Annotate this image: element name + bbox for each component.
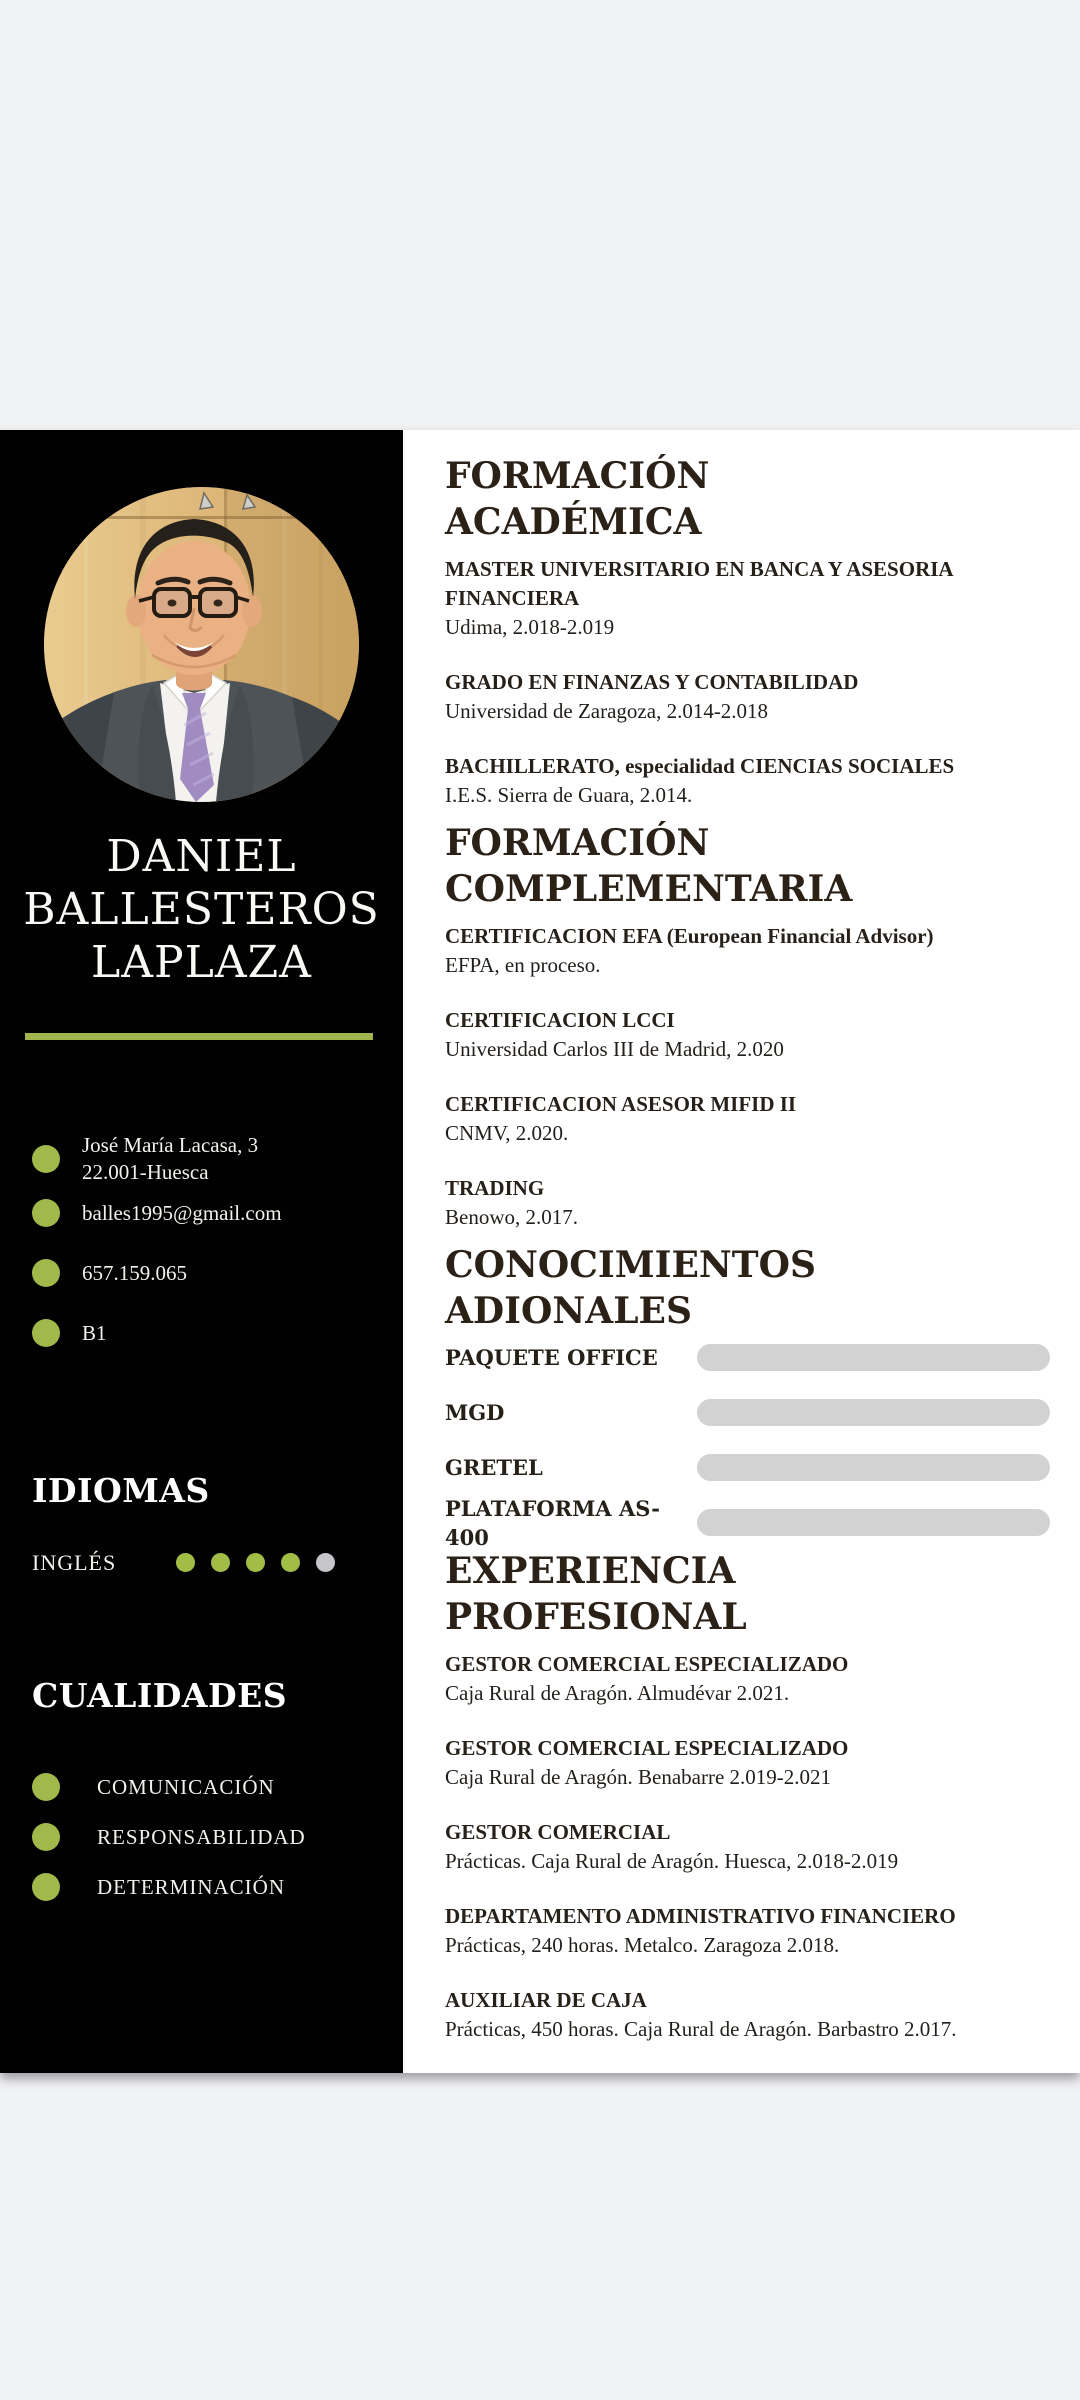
quality-row <box>32 1873 403 1901</box>
contact-phone: 657.159.065 <box>82 1260 187 1285</box>
bullet-icon <box>32 1773 60 1801</box>
skill-row <box>445 1399 1050 1426</box>
sidebar <box>0 430 403 2073</box>
skill-bar-track <box>697 1399 1050 1426</box>
entry-detail: Caja Rural de Aragón. Benabarre 2.019-2.021 <box>445 1765 832 1789</box>
language-dots <box>176 1553 335 1572</box>
skill-label: PAQUETE OFFICE <box>445 1345 658 1370</box>
entry-detail: Universidad de Zaragoza, 2.014-2.018 <box>445 699 769 723</box>
entry <box>445 922 1050 980</box>
section-formacion-academica <box>445 453 1050 810</box>
entry-detail: EFPA, en proceso. <box>445 953 601 977</box>
main-content <box>403 430 1080 2073</box>
skill-row <box>445 1344 1050 1371</box>
accent-divider <box>25 1033 373 1040</box>
entry <box>445 1006 1050 1064</box>
entry-detail: Caja Rural de Aragón. Almudévar 2.021. <box>445 1681 790 1705</box>
entry-title: CERTIFICACION ASESOR MIFID II <box>445 1092 797 1116</box>
bullet-icon <box>32 1199 60 1227</box>
language-row <box>32 1549 403 1576</box>
section-formacion-complementaria <box>445 820 1050 1232</box>
entry-title: CERTIFICACION EFA (European Financial Advisor) <box>445 924 934 948</box>
contact-address: José María Lacasa, 3 22.001-Huesca <box>82 1133 259 1184</box>
entry-detail: Udima, 2.018-2.019 <box>445 615 615 639</box>
entry-title: GESTOR COMERCIAL ESPECIALIZADO <box>445 1652 849 1676</box>
person-name-line: LAPLAZA <box>91 937 312 988</box>
entry <box>445 1650 1050 1708</box>
entry-title: MASTER UNIVERSITARIO EN BANCA Y ASESORIA FINANCIERA <box>445 557 953 610</box>
skill-row <box>445 1454 1050 1481</box>
section-heading: FORMACIÓN COMPLEMENTARIA <box>445 822 853 910</box>
sidebar-heading-cualidades: CUALIDADES <box>32 1676 288 1715</box>
skill-bar-track <box>697 1344 1050 1371</box>
section-experiencia-profesional <box>445 1548 1050 2044</box>
entry <box>445 1174 1050 1232</box>
entry <box>445 1734 1050 1792</box>
entry-detail: Benowo, 2.017. <box>445 1205 578 1229</box>
quality-label: COMUNICACIÓN <box>97 1774 275 1799</box>
quality-row <box>32 1823 403 1851</box>
skill-label: MGD <box>445 1400 505 1425</box>
entry-title: BACHILLERATO, especialidad CIENCIAS SOCIALES <box>445 754 955 778</box>
contact-list <box>32 1132 403 1347</box>
bullet-icon <box>32 1873 60 1901</box>
wood-seam-horizontal <box>44 516 359 519</box>
entry-detail: Universidad Carlos III de Madrid, 2.020 <box>445 1037 784 1061</box>
entry-title: GESTOR COMERCIAL ESPECIALIZADO <box>445 1736 849 1760</box>
bullet-icon <box>32 1319 60 1347</box>
entry <box>445 668 1050 726</box>
entry <box>445 752 1050 810</box>
skill-bar-track <box>697 1454 1050 1481</box>
section-conocimientos-adionales <box>445 1242 1050 1550</box>
entry-title: AUXILIAR DE CAJA <box>445 1988 647 2012</box>
bullet-icon <box>32 1259 60 1287</box>
section-heading: EXPERIENCIA PROFESIONAL <box>445 1550 747 1638</box>
quality-label: RESPONSABILIDAD <box>97 1824 306 1849</box>
quality-list <box>32 1773 403 1901</box>
entry-detail: Prácticas, 240 horas. Metalco. Zaragoza 2.018. <box>445 1933 840 1957</box>
bullet-icon <box>32 1145 60 1173</box>
entry-title: GRADO EN FINANZAS Y CONTABILIDAD <box>445 670 859 694</box>
level-dot <box>211 1553 230 1572</box>
entry <box>445 1986 1050 2044</box>
entry-detail: I.E.S. Sierra de Guara, 2.014. <box>445 783 693 807</box>
level-dot <box>246 1553 265 1572</box>
skill-bar-track <box>697 1509 1050 1536</box>
entry-title: CERTIFICACION LCCI <box>445 1008 675 1032</box>
entry <box>445 555 1050 642</box>
contact-row-email <box>32 1199 403 1227</box>
sidebar-heading-idiomas: IDIOMAS <box>32 1471 210 1510</box>
entry <box>445 1818 1050 1876</box>
entry-detail: CNMV, 2.020. <box>445 1121 569 1145</box>
skill-label: PLATAFORMA AS-400 <box>445 1495 660 1550</box>
skill-row <box>445 1495 1050 1550</box>
entry-detail: Prácticas, 450 horas. Caja Rural de Aragón. Barbastro 2.017. <box>445 2017 957 2041</box>
profile-photo-illustration <box>44 487 359 802</box>
person-name-line: DANIEL <box>106 831 297 882</box>
level-dot <box>316 1553 335 1572</box>
entry-detail: Prácticas. Caja Rural de Aragón. Huesca, 2.018-2.019 <box>445 1849 899 1873</box>
section-heading: CONOCIMIENTOS ADIONALES <box>445 1244 816 1332</box>
level-dot <box>281 1553 300 1572</box>
profile-photo <box>44 487 359 802</box>
contact-row-language-level <box>32 1319 403 1347</box>
bullet-icon <box>32 1823 60 1851</box>
entry <box>445 1090 1050 1148</box>
entry-title: GESTOR COMERCIAL <box>445 1820 671 1844</box>
contact-row-phone <box>32 1259 403 1287</box>
level-dot <box>176 1553 195 1572</box>
language-label: INGLÉS <box>32 1549 117 1575</box>
entry-title: TRADING <box>445 1176 545 1200</box>
contact-language-level: B1 <box>82 1320 107 1345</box>
cv-page <box>0 430 1080 2073</box>
contact-email: balles1995@gmail.com <box>82 1200 282 1225</box>
person-name <box>6 830 397 989</box>
quality-row <box>32 1773 403 1801</box>
section-heading: FORMACIÓN ACADÉMICA <box>445 455 710 543</box>
contact-row-address <box>32 1132 403 1186</box>
entry <box>445 1902 1050 1960</box>
entry-title: DEPARTAMENTO ADMINISTRATIVO FINANCIERO <box>445 1904 956 1928</box>
skills-list <box>445 1344 1050 1550</box>
person-name-line: BALLESTEROS <box>23 884 380 935</box>
skill-label: GRETEL <box>445 1455 543 1480</box>
quality-label: DETERMINACIÓN <box>97 1874 285 1899</box>
